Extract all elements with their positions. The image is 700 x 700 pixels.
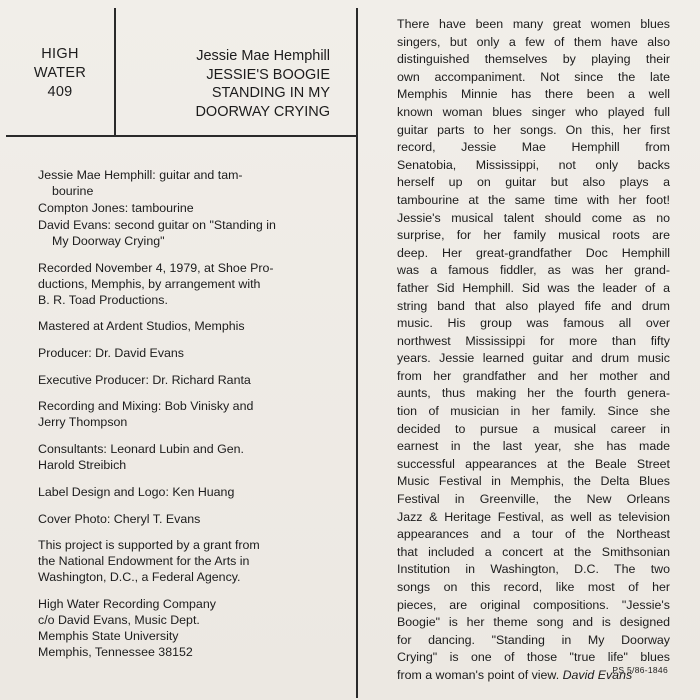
credit-executive-producer: Executive Producer: Dr. Richard Ranta (38, 372, 251, 387)
liner-notes-line: tambourine at the same time with her foot! (397, 192, 670, 207)
liner-notes-line: for dancing. "Standing in My Doorway (397, 632, 670, 647)
catalog-block (10, 45, 110, 102)
liner-notes-line: father Sid Hemphill. Sid was the leader of a (397, 280, 670, 295)
credit-recorded: Recorded November 4, 1979, at Shoe Pro- ductions, Memphis, by arrangement with B. R. Toad Productions. (38, 260, 274, 307)
catalog-number: 409 (47, 84, 73, 100)
liner-notes-line: record, Jessie Mae Hemphill from (397, 140, 670, 155)
liner-notes-line: northwest Mississippi for more than fifty (397, 333, 670, 348)
liner-notes-line: appearances and a tour of the Northeast (397, 527, 670, 542)
credit-grant: This project is supported by a grant from the National Endowment for the Arts in Washington, D.C., a Federal Agency. (38, 538, 260, 585)
liner-notes-final-line: from a woman's point of view. David Evans (397, 667, 633, 682)
header-divider (114, 8, 116, 136)
liner-notes-line: songs on this record, like most of her (397, 580, 670, 594)
credit-address: High Water Recording Company c/o David Evans, Music Dept. Memphis State University Memphis, Tennessee 38152 (38, 596, 216, 659)
liner-notes-line: Jazz & Heritage Festival, as well as television (397, 509, 670, 524)
artist-name: Jessie Mae Hemphill (196, 48, 330, 64)
credit-label-design: Label Design and Logo: Ken Huang (38, 484, 235, 499)
liner-notes-line: known woman blues singer who played full (397, 104, 670, 119)
credit-performer-3: David Evans: second guitar on "Standing in My Doorway Crying" (38, 218, 276, 248)
liner-notes (397, 16, 670, 685)
liner-notes-line: Crying" is one of those "true life" blues (397, 650, 670, 665)
left-column-border (356, 8, 358, 698)
liner-notes-line: own accompaniment. Not since the late (397, 69, 670, 84)
print-code: PS 5/86-1846 (612, 665, 668, 675)
liner-notes-line: Music Festival in Memphis, the Delta Blues (397, 474, 670, 489)
track-title-1: JESSIE'S BOOGIE (206, 66, 330, 83)
liner-notes-line: years. Jessie learned guitar and drum music (397, 351, 670, 366)
liner-notes-line: Senatobia, Mississippi, not only backs (397, 157, 670, 172)
liner-notes-line: Jessie's musical talent should come as no (397, 210, 670, 225)
liner-notes-line: Memphis Minnie has there been a well (397, 87, 670, 102)
liner-notes-line: string band that also played fife and drum (397, 298, 670, 313)
titles-block (122, 47, 330, 121)
liner-notes-line: successful appearances at the Beale Street (397, 456, 670, 471)
credit-performer-1: Jessie Mae Hemphill: guitar and tam- bourine (38, 168, 243, 198)
liner-notes-line: that included a concert at the Smithsonian (397, 544, 670, 559)
liner-notes-line: surprise, for her family musical roots are (397, 228, 670, 243)
liner-notes-line: was a famous fiddler, as was her grand- (397, 263, 670, 278)
author-signature: David Evans (562, 667, 633, 682)
liner-notes-line: There have been many great women blues (397, 17, 670, 31)
label-name-line1: HIGH (41, 46, 79, 62)
liner-notes-line: distinguished themselves by playing their (397, 52, 670, 67)
credits-list (38, 167, 314, 671)
credit-recording-mixing: Recording and Mixing: Bob Vinisky and Jerry Thompson (38, 399, 254, 430)
credit-consultants: Consultants: Leonard Lubin and Gen. Harold Streibich (38, 442, 244, 473)
track-title-2-line2: DOORWAY CRYING (195, 103, 330, 120)
liner-notes-body (397, 16, 670, 667)
liner-notes-line: herself up on guitar but also plays a (397, 175, 670, 190)
liner-notes-line: tion of musician in her family. Since she (397, 404, 670, 419)
credit-performer-2: Compton Jones: tambourine (38, 201, 194, 215)
liner-notes-line: deep. Her great-grandfather Doc Hemphill (397, 245, 670, 260)
credit-producer: Producer: Dr. David Evans (38, 346, 184, 361)
liner-notes-line: decided to pursue a musical career in (397, 421, 670, 436)
liner-notes-line: Festival in Greenville, the New Orleans (397, 492, 670, 507)
liner-notes-line: earnest in the last year, she has made (397, 439, 670, 454)
liner-notes-line: guitar parts to her songs. On this, her first (397, 122, 670, 137)
label-name-line2: WATER (33, 65, 87, 81)
liner-notes-line: singers, but only a few of them have also (397, 34, 670, 49)
liner-notes-line: Boogie" is her theme song and is designed (397, 615, 670, 630)
liner-notes-line: music. His group was famous all over (397, 316, 670, 331)
liner-notes-line: Institution in Washington, D.C. The two (397, 562, 670, 577)
track-title-2-line1: STANDING IN MY (211, 85, 330, 101)
liner-notes-line: aunts, thus making her the fourth genera- (397, 386, 670, 401)
liner-notes-line: pieces, are original compositions. "Jessie's (397, 597, 670, 612)
header-bottom-rule (6, 135, 358, 137)
credit-mastered: Mastered at Ardent Studios, Memphis (38, 319, 245, 334)
liner-notes-line: from her grandfather and her mother and (397, 368, 670, 383)
credit-cover-photo: Cover Photo: Cheryl T. Evans (38, 511, 201, 526)
